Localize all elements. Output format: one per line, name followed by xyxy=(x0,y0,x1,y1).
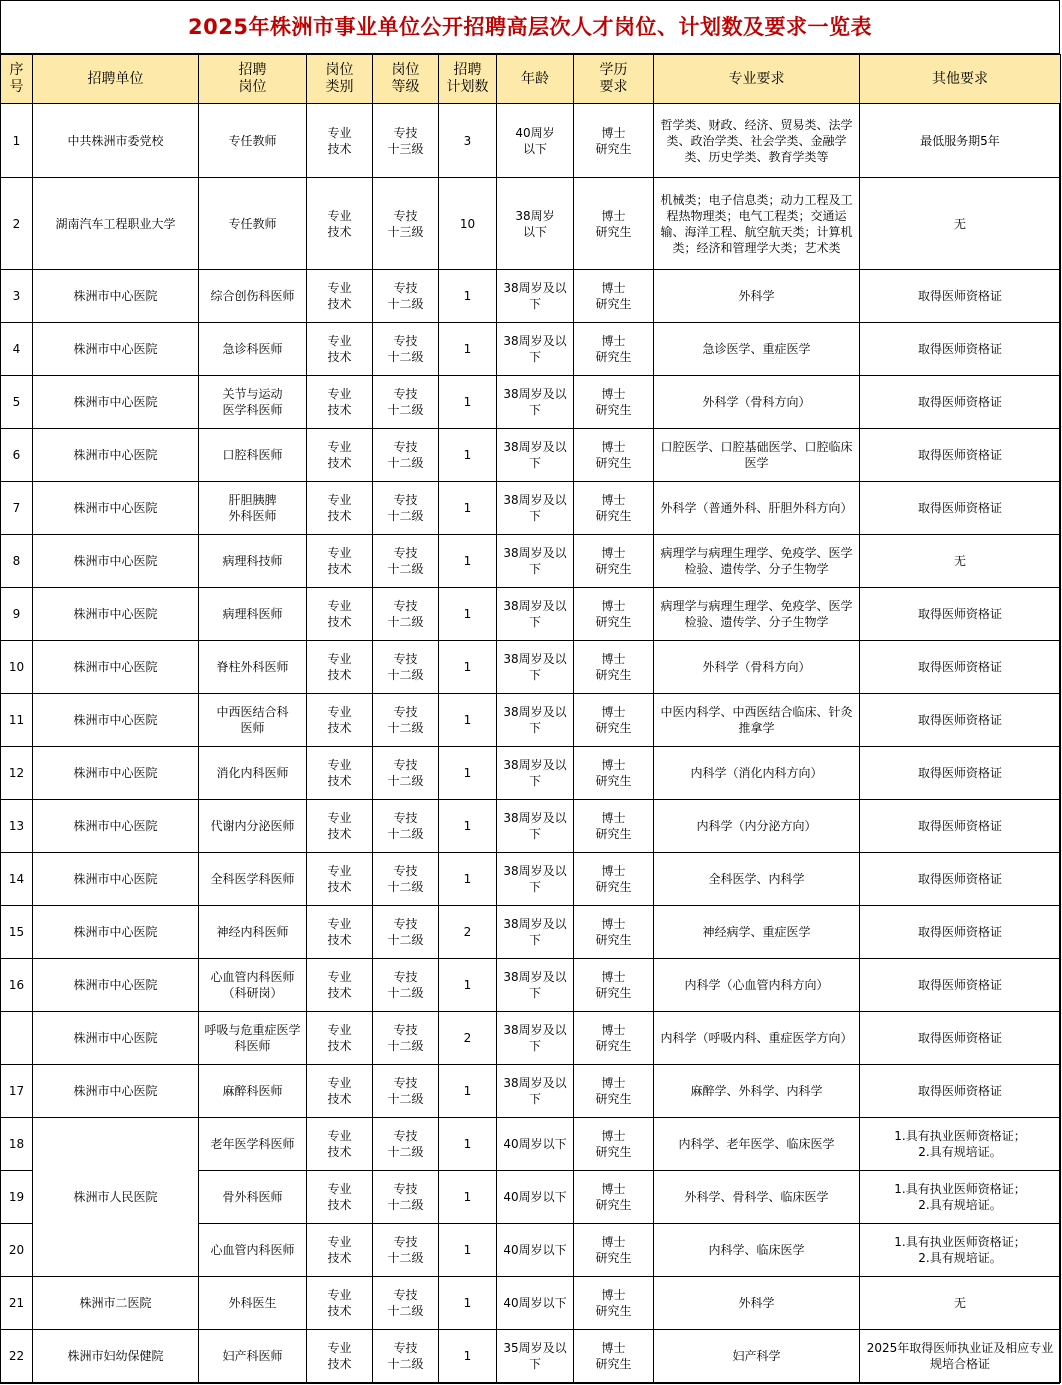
education-requirement: 博士 研究生 xyxy=(574,1171,654,1224)
employer-name: 株洲市中心医院 xyxy=(33,747,199,800)
post-level: 专技 十二级 xyxy=(373,747,439,800)
header-level: 岗位 等级 xyxy=(373,55,439,104)
post-name: 骨外科医师 xyxy=(199,1171,307,1224)
post-category: 专业 技术 xyxy=(307,1277,373,1330)
major-requirement: 外科学、骨科学、临床医学 xyxy=(654,1171,860,1224)
major-requirement: 外科学（骨科方向） xyxy=(654,376,860,429)
table-row xyxy=(1,800,1061,853)
major-requirement: 病理学与病理生理学、免疫学、医学检验、遗传学、分子生物学 xyxy=(654,588,860,641)
education-requirement: 博士 研究生 xyxy=(574,959,654,1012)
education-requirement: 博士 研究生 xyxy=(574,376,654,429)
education-requirement: 博士 研究生 xyxy=(574,800,654,853)
row-number: 20 xyxy=(1,1224,33,1277)
post-category: 专业 技术 xyxy=(307,906,373,959)
major-requirement: 全科医学、内科学 xyxy=(654,853,860,906)
major-requirement: 神经病学、重症医学 xyxy=(654,906,860,959)
table-row xyxy=(1,1330,1061,1383)
post-name: 心血管内科医师 xyxy=(199,1224,307,1277)
hiring-count: 2 xyxy=(439,1012,497,1065)
employer-name: 株洲市中心医院 xyxy=(33,853,199,906)
post-category: 专业 技术 xyxy=(307,429,373,482)
post-level: 专技 十二级 xyxy=(373,482,439,535)
hiring-count: 1 xyxy=(439,376,497,429)
post-level: 专技 十二级 xyxy=(373,376,439,429)
age-limit: 40周岁以下 xyxy=(497,1118,574,1171)
employer-name: 株洲市中心医院 xyxy=(33,535,199,588)
education-requirement: 博士 研究生 xyxy=(574,1012,654,1065)
other-requirement: 无 xyxy=(860,535,1061,588)
row-number: 21 xyxy=(1,1277,33,1330)
post-name: 病理科医师 xyxy=(199,588,307,641)
post-name: 急诊科医师 xyxy=(199,323,307,376)
table-row xyxy=(1,535,1061,588)
major-requirement: 中医内科学、中西医结合临床、针灸推拿学 xyxy=(654,694,860,747)
hiring-count: 1 xyxy=(439,270,497,323)
employer-name: 湖南汽车工程职业大学 xyxy=(33,178,199,270)
post-name: 肝胆胰脾 外科医师 xyxy=(199,482,307,535)
education-requirement: 博士 研究生 xyxy=(574,323,654,376)
other-requirement: 取得医师资格证 xyxy=(860,588,1061,641)
post-level: 专技 十二级 xyxy=(373,323,439,376)
education-requirement: 博士 研究生 xyxy=(574,853,654,906)
education-requirement: 博士 研究生 xyxy=(574,429,654,482)
age-limit: 38周岁 以下 xyxy=(497,178,574,270)
other-requirement: 无 xyxy=(860,178,1061,270)
age-limit: 38周岁及以下 xyxy=(497,906,574,959)
post-name: 全科医学科医师 xyxy=(199,853,307,906)
other-requirement: 1.具有执业医师资格证； 2.具有规培证。 xyxy=(860,1118,1061,1171)
hiring-count: 1 xyxy=(439,694,497,747)
major-requirement: 外科学（骨科方向） xyxy=(654,641,860,694)
post-category: 专业 技术 xyxy=(307,853,373,906)
other-requirement: 取得医师资格证 xyxy=(860,694,1061,747)
table-row xyxy=(1,429,1061,482)
hiring-count: 1 xyxy=(439,1224,497,1277)
post-name: 妇产科医师 xyxy=(199,1330,307,1383)
employer-name: 株洲市中心医院 xyxy=(33,482,199,535)
row-number: 11 xyxy=(1,694,33,747)
hiring-count: 1 xyxy=(439,429,497,482)
age-limit: 38周岁及以下 xyxy=(497,641,574,694)
post-category: 专业 技术 xyxy=(307,1171,373,1224)
employer-name: 株洲市中心医院 xyxy=(33,1012,199,1065)
employer-name: 中共株洲市委党校 xyxy=(33,104,199,178)
header-count: 招聘 计划数 xyxy=(439,55,497,104)
post-category: 专业 技术 xyxy=(307,694,373,747)
age-limit: 38周岁及以下 xyxy=(497,588,574,641)
table-row xyxy=(1,1118,1061,1171)
education-requirement: 博士 研究生 xyxy=(574,535,654,588)
age-limit: 40周岁以下 xyxy=(497,1171,574,1224)
other-requirement: 取得医师资格证 xyxy=(860,1012,1061,1065)
post-category: 专业 技术 xyxy=(307,178,373,270)
other-requirement: 1.具有执业医师资格证； 2.具有规培证。 xyxy=(860,1171,1061,1224)
employer-name: 株洲市中心医院 xyxy=(33,1065,199,1118)
major-requirement: 急诊医学、重症医学 xyxy=(654,323,860,376)
employer-name: 株洲市中心医院 xyxy=(33,800,199,853)
table-row xyxy=(1,641,1061,694)
hiring-count: 1 xyxy=(439,588,497,641)
post-category: 专业 技术 xyxy=(307,588,373,641)
header-no: 序 号 xyxy=(1,55,33,104)
other-requirement: 取得医师资格证 xyxy=(860,641,1061,694)
age-limit: 40周岁以下 xyxy=(497,1277,574,1330)
hiring-count: 1 xyxy=(439,1171,497,1224)
table-row xyxy=(1,270,1061,323)
employer-name: 株洲市二医院 xyxy=(33,1277,199,1330)
post-level: 专技 十二级 xyxy=(373,1224,439,1277)
post-category: 专业 技术 xyxy=(307,1065,373,1118)
hiring-count: 1 xyxy=(439,1065,497,1118)
major-requirement: 外科学（普通外科、肝胆外科方向） xyxy=(654,482,860,535)
post-level: 专技 十二级 xyxy=(373,1171,439,1224)
post-level: 专技 十二级 xyxy=(373,694,439,747)
hiring-count: 3 xyxy=(439,104,497,178)
table-row xyxy=(1,1277,1061,1330)
employer-name: 株洲市中心医院 xyxy=(33,323,199,376)
hiring-count: 1 xyxy=(439,1330,497,1383)
age-limit: 38周岁及以下 xyxy=(497,270,574,323)
post-name: 消化内科医师 xyxy=(199,747,307,800)
employer-name: 株洲市人民医院 xyxy=(33,1118,199,1277)
table-row xyxy=(1,1065,1061,1118)
age-limit: 38周岁及以下 xyxy=(497,694,574,747)
education-requirement: 博士 研究生 xyxy=(574,747,654,800)
post-level: 专技 十二级 xyxy=(373,641,439,694)
row-number: 18 xyxy=(1,1118,33,1171)
row-number: 8 xyxy=(1,535,33,588)
row-number: 9 xyxy=(1,588,33,641)
post-level: 专技 十二级 xyxy=(373,800,439,853)
table-row xyxy=(1,104,1061,178)
major-requirement: 病理学与病理生理学、免疫学、医学检验、遗传学、分子生物学 xyxy=(654,535,860,588)
age-limit: 40周岁 以下 xyxy=(497,104,574,178)
hiring-count: 1 xyxy=(439,747,497,800)
header-education: 学历 要求 xyxy=(574,55,654,104)
table-row xyxy=(1,694,1061,747)
recruitment-table xyxy=(0,54,1061,1383)
employer-name: 株洲市中心医院 xyxy=(33,694,199,747)
post-name: 中西医结合科 医师 xyxy=(199,694,307,747)
row-number: 3 xyxy=(1,270,33,323)
education-requirement: 博士 研究生 xyxy=(574,906,654,959)
major-requirement: 机械类；电子信息类；动力工程及工程热物理类；电气工程类；交通运输、海洋工程、航空航天类；计算机类；经济和管理学大类；艺术类 xyxy=(654,178,860,270)
post-level: 专技 十二级 xyxy=(373,270,439,323)
post-name: 脊柱外科医师 xyxy=(199,641,307,694)
row-number: 16 xyxy=(1,959,33,1012)
header-post: 招聘 岗位 xyxy=(199,55,307,104)
table-row xyxy=(1,323,1061,376)
age-limit: 38周岁及以下 xyxy=(497,482,574,535)
major-requirement: 内科学（呼吸内科、重症医学方向） xyxy=(654,1012,860,1065)
employer-name: 株洲市中心医院 xyxy=(33,641,199,694)
post-level: 专技 十二级 xyxy=(373,1065,439,1118)
other-requirement: 取得医师资格证 xyxy=(860,270,1061,323)
post-level: 专技 十二级 xyxy=(373,588,439,641)
post-level: 专技 十二级 xyxy=(373,853,439,906)
age-limit: 38周岁及以下 xyxy=(497,1065,574,1118)
post-name: 口腔科医师 xyxy=(199,429,307,482)
age-limit: 38周岁及以下 xyxy=(497,959,574,1012)
row-number: 1 xyxy=(1,104,33,178)
row-number: 5 xyxy=(1,376,33,429)
row-number: 15 xyxy=(1,906,33,959)
post-category: 专业 技术 xyxy=(307,482,373,535)
post-name: 代谢内分泌医师 xyxy=(199,800,307,853)
post-level: 专技 十二级 xyxy=(373,906,439,959)
other-requirement: 最低服务期5年 xyxy=(860,104,1061,178)
table-row xyxy=(1,588,1061,641)
table-row xyxy=(1,959,1061,1012)
page-title: 2025年株洲市事业单位公开招聘高层次人才岗位、计划数及要求一览表 xyxy=(1,1,1059,54)
post-name: 综合创伤科医师 xyxy=(199,270,307,323)
post-level: 专技 十二级 xyxy=(373,1012,439,1065)
employer-name: 株洲市中心医院 xyxy=(33,906,199,959)
hiring-count: 2 xyxy=(439,906,497,959)
post-category: 专业 技术 xyxy=(307,270,373,323)
post-level: 专技 十二级 xyxy=(373,1118,439,1171)
hiring-count: 1 xyxy=(439,800,497,853)
education-requirement: 博士 研究生 xyxy=(574,694,654,747)
row-number: 12 xyxy=(1,747,33,800)
education-requirement: 博士 研究生 xyxy=(574,178,654,270)
post-level: 专技 十二级 xyxy=(373,535,439,588)
table-row xyxy=(1,747,1061,800)
hiring-count: 1 xyxy=(439,853,497,906)
hiring-count: 1 xyxy=(439,482,497,535)
other-requirement: 2025年取得医师执业证及相应专业规培合格证 xyxy=(860,1330,1061,1383)
employer-name: 株洲市中心医院 xyxy=(33,588,199,641)
other-requirement: 取得医师资格证 xyxy=(860,959,1061,1012)
post-category: 专业 技术 xyxy=(307,800,373,853)
row-number xyxy=(1,1012,33,1065)
table-row xyxy=(1,1012,1061,1065)
other-requirement: 取得医师资格证 xyxy=(860,906,1061,959)
major-requirement: 内科学（内分泌方向） xyxy=(654,800,860,853)
post-category: 专业 技术 xyxy=(307,376,373,429)
hiring-count: 1 xyxy=(439,641,497,694)
post-category: 专业 技术 xyxy=(307,535,373,588)
post-name: 关节与运动 医学科医师 xyxy=(199,376,307,429)
employer-name: 株洲市中心医院 xyxy=(33,270,199,323)
row-number: 4 xyxy=(1,323,33,376)
table-row xyxy=(1,178,1061,270)
major-requirement: 麻醉学、外科学、内科学 xyxy=(654,1065,860,1118)
education-requirement: 博士 研究生 xyxy=(574,104,654,178)
table-row xyxy=(1,906,1061,959)
header-age: 年龄 xyxy=(497,55,574,104)
post-level: 专技 十二级 xyxy=(373,1277,439,1330)
employer-name: 株洲市中心医院 xyxy=(33,429,199,482)
age-limit: 38周岁及以下 xyxy=(497,1012,574,1065)
education-requirement: 博士 研究生 xyxy=(574,1277,654,1330)
education-requirement: 博士 研究生 xyxy=(574,1330,654,1383)
post-level: 专技 十三级 xyxy=(373,104,439,178)
other-requirement: 无 xyxy=(860,1277,1061,1330)
hiring-count: 1 xyxy=(439,959,497,1012)
hiring-count: 10 xyxy=(439,178,497,270)
row-number: 7 xyxy=(1,482,33,535)
education-requirement: 博士 研究生 xyxy=(574,588,654,641)
education-requirement: 博士 研究生 xyxy=(574,482,654,535)
post-level: 专技 十三级 xyxy=(373,178,439,270)
age-limit: 38周岁及以下 xyxy=(497,800,574,853)
post-category: 专业 技术 xyxy=(307,959,373,1012)
hiring-count: 1 xyxy=(439,1118,497,1171)
age-limit: 38周岁及以下 xyxy=(497,376,574,429)
other-requirement: 1.具有执业医师资格证； 2.具有规培证。 xyxy=(860,1224,1061,1277)
other-requirement: 取得医师资格证 xyxy=(860,376,1061,429)
post-level: 专技 十二级 xyxy=(373,1330,439,1383)
age-limit: 38周岁及以下 xyxy=(497,853,574,906)
major-requirement: 内科学、临床医学 xyxy=(654,1224,860,1277)
row-number: 13 xyxy=(1,800,33,853)
post-name: 呼吸与危重症医学 科医师 xyxy=(199,1012,307,1065)
post-name: 心血管内科医师 （科研岗） xyxy=(199,959,307,1012)
other-requirement: 取得医师资格证 xyxy=(860,800,1061,853)
post-category: 专业 技术 xyxy=(307,1224,373,1277)
age-limit: 38周岁及以下 xyxy=(497,323,574,376)
table-header-row xyxy=(1,55,1061,104)
row-number: 2 xyxy=(1,178,33,270)
age-limit: 38周岁及以下 xyxy=(497,535,574,588)
row-number: 22 xyxy=(1,1330,33,1383)
age-limit: 40周岁以下 xyxy=(497,1224,574,1277)
table-row xyxy=(1,482,1061,535)
employer-name: 株洲市妇幼保健院 xyxy=(33,1330,199,1383)
post-category: 专业 技术 xyxy=(307,641,373,694)
post-name: 麻醉科医师 xyxy=(199,1065,307,1118)
post-name: 专任教师 xyxy=(199,104,307,178)
major-requirement: 口腔医学、口腔基础医学、口腔临床医学 xyxy=(654,429,860,482)
hiring-count: 1 xyxy=(439,1277,497,1330)
table-row xyxy=(1,853,1061,906)
age-limit: 38周岁及以下 xyxy=(497,429,574,482)
post-level: 专技 十二级 xyxy=(373,429,439,482)
major-requirement: 哲学类、财政、经济、贸易类、法学类、政治学类、社会学类、金融学类、历史学类、教育学类等 xyxy=(654,104,860,178)
major-requirement: 内科学、老年医学、临床医学 xyxy=(654,1118,860,1171)
other-requirement: 取得医师资格证 xyxy=(860,1065,1061,1118)
header-other: 其他要求 xyxy=(860,55,1061,104)
post-category: 专业 技术 xyxy=(307,1118,373,1171)
education-requirement: 博士 研究生 xyxy=(574,270,654,323)
age-limit: 38周岁及以下 xyxy=(497,747,574,800)
age-limit: 35周岁及以下 xyxy=(497,1330,574,1383)
post-name: 病理科技师 xyxy=(199,535,307,588)
education-requirement: 博士 研究生 xyxy=(574,641,654,694)
header-unit: 招聘单位 xyxy=(33,55,199,104)
education-requirement: 博士 研究生 xyxy=(574,1065,654,1118)
major-requirement: 内科学（心血管内科方向） xyxy=(654,959,860,1012)
other-requirement: 取得医师资格证 xyxy=(860,429,1061,482)
post-name: 神经内科医师 xyxy=(199,906,307,959)
header-category: 岗位 类别 xyxy=(307,55,373,104)
row-number: 6 xyxy=(1,429,33,482)
row-number: 10 xyxy=(1,641,33,694)
major-requirement: 内科学（消化内科方向） xyxy=(654,747,860,800)
post-category: 专业 技术 xyxy=(307,747,373,800)
employer-name: 株洲市中心医院 xyxy=(33,376,199,429)
post-category: 专业 技术 xyxy=(307,1330,373,1383)
row-number: 14 xyxy=(1,853,33,906)
header-major: 专业要求 xyxy=(654,55,860,104)
other-requirement: 取得医师资格证 xyxy=(860,747,1061,800)
hiring-count: 1 xyxy=(439,323,497,376)
major-requirement: 外科学 xyxy=(654,270,860,323)
hiring-count: 1 xyxy=(439,535,497,588)
row-number: 17 xyxy=(1,1065,33,1118)
other-requirement: 取得医师资格证 xyxy=(860,323,1061,376)
post-name: 专任教师 xyxy=(199,178,307,270)
row-number: 19 xyxy=(1,1171,33,1224)
employer-name: 株洲市中心医院 xyxy=(33,959,199,1012)
education-requirement: 博士 研究生 xyxy=(574,1118,654,1171)
post-name: 老年医学科医师 xyxy=(199,1118,307,1171)
post-category: 专业 技术 xyxy=(307,323,373,376)
major-requirement: 妇产科学 xyxy=(654,1330,860,1383)
other-requirement: 取得医师资格证 xyxy=(860,853,1061,906)
table-row xyxy=(1,376,1061,429)
education-requirement: 博士 研究生 xyxy=(574,1224,654,1277)
table-body xyxy=(1,104,1061,1383)
post-category: 专业 技术 xyxy=(307,1012,373,1065)
other-requirement: 取得医师资格证 xyxy=(860,482,1061,535)
post-name: 外科医生 xyxy=(199,1277,307,1330)
major-requirement: 外科学 xyxy=(654,1277,860,1330)
post-category: 专业 技术 xyxy=(307,104,373,178)
post-level: 专技 十二级 xyxy=(373,959,439,1012)
